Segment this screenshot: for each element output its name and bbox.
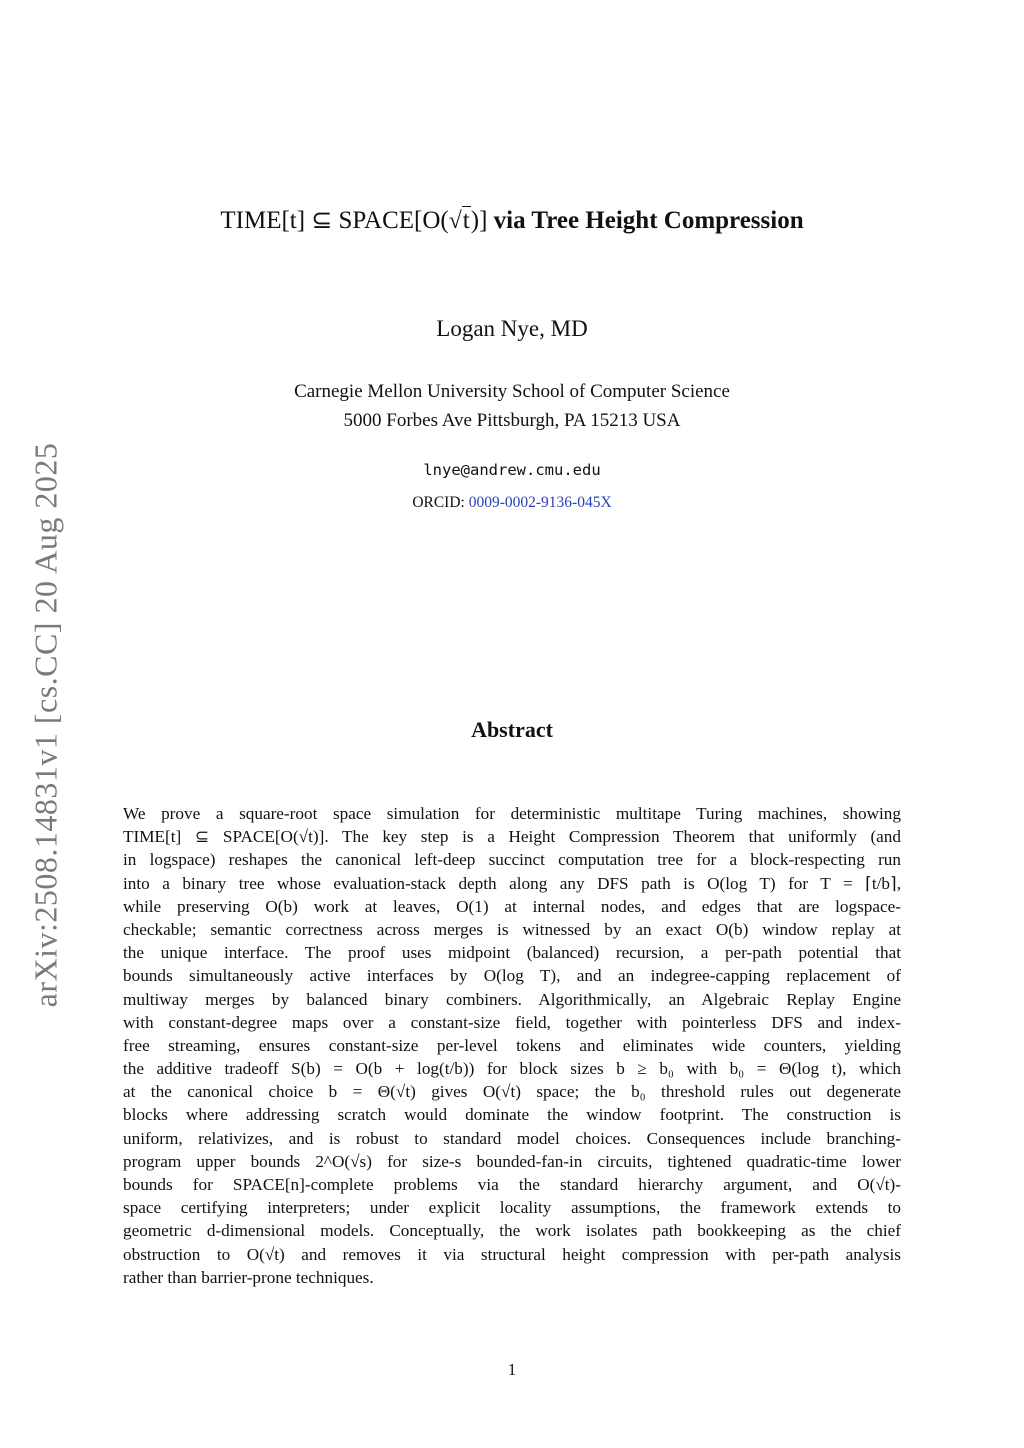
sqrt-symbol: √: [448, 208, 462, 234]
abstract-line: the unique interface. The proof uses midpoint (balanced) recursion, a per-path potential that: [123, 943, 901, 963]
abstract-line: while preserving O(b) work at leaves, O(1) at internal nodes, and edges that are logspace-: [123, 896, 901, 916]
title-sqrt: [449, 207, 471, 235]
abstract-line: free streaming, ensures constant-size per-level tokens and eliminates wide counters, yielding: [123, 1035, 901, 1055]
abstract-line: with constant-degree maps over a constant-size field, together with pointerless DFS and index-: [123, 1012, 901, 1032]
paper-title: [0, 205, 1024, 235]
abstract-line: in logspace) reshapes the canonical left-deep succinct computation tree for a block-respecting run: [123, 850, 901, 870]
orcid-label: ORCID:: [412, 494, 465, 511]
abstract-body: [123, 802, 901, 1289]
abstract-line: program upper bounds 2^O(√s) for size-s bounded-fan-in circuits, tightened quadratic-time lower: [123, 1151, 901, 1171]
abstract-line: geometric d-dimensional models. Conceptually, the work isolates path bookkeeping as the chief: [123, 1221, 901, 1241]
sqrt-argument: t: [462, 207, 470, 234]
title-text: via Tree Height Compression: [493, 207, 804, 234]
abstract-line: space certifying interpreters; under explicit locality assumptions, the framework extends to: [123, 1198, 901, 1218]
affiliation-line-2: 5000 Forbes Ave Pittsburgh, PA 15213 USA: [343, 410, 681, 431]
abstract-line: obstruction to O(√t) and removes it via structural height compression with per-path analysis: [123, 1244, 901, 1264]
abstract-line: the additive tradeoff S(b) = O(b + log(t/b)) for block sizes b ≥ b₀ with b₀ = Θ(log t), which: [123, 1059, 901, 1079]
affiliation-line-1: Carnegie Mellon University School of Computer Science: [294, 381, 730, 402]
orcid-link[interactable]: 0009-0002-9136-045X: [468, 494, 612, 511]
abstract-line: into a binary tree whose evaluation-stack depth along any DFS path is O(log T) for T = ⌈t/b⌉,: [123, 873, 901, 893]
abstract-line: TIME[t] ⊆ SPACE[O(√t)]. The key step is a Height Compression Theorem that uniformly (and: [123, 827, 901, 847]
arxiv-sidebar-stamp: arXiv:2508.14831v1 [cs.CC] 20 Aug 2025: [27, 442, 64, 1008]
abstract-heading: Abstract: [471, 717, 553, 742]
author-name: Logan Nye, MD: [436, 316, 588, 341]
abstract-line: uniform, relativizes, and is robust to standard model choices. Consequences include branching-: [123, 1128, 901, 1148]
abstract-line: We prove a square-root space simulation for deterministic multitape Turing machines, showing: [123, 804, 901, 823]
abstract-line: multiway merges by balanced binary combiners. Algorithmically, an Algebraic Replay Engine: [123, 989, 901, 1009]
title-math-suffix: )]: [470, 207, 488, 234]
abstract-line: blocks where addressing scratch would dominate the window footprint. The construction is: [123, 1105, 901, 1125]
abstract-line: checkable; semantic correctness across merges is witnessed by an exact O(b) window replay at: [123, 919, 901, 939]
orcid-line: [0, 494, 1024, 512]
abstract-line: bounds simultaneously active interfaces by O(log T), and an indegree-capping replacement of: [123, 966, 901, 986]
author-email: lnye@andrew.cmu.edu: [423, 461, 601, 479]
page-number: 1: [507, 1360, 517, 1379]
abstract-line: at the canonical choice b = Θ(√t) gives O(√t) space; the b₀ threshold rules out degenerate: [123, 1082, 901, 1102]
title-math-prefix: TIME[t] ⊆ SPACE[O(: [220, 207, 449, 234]
abstract-line: rather than barrier-prone techniques.: [123, 1267, 374, 1287]
abstract-line: bounds for SPACE[n]-complete problems via the standard hierarchy argument, and O(√t)-: [123, 1175, 901, 1194]
